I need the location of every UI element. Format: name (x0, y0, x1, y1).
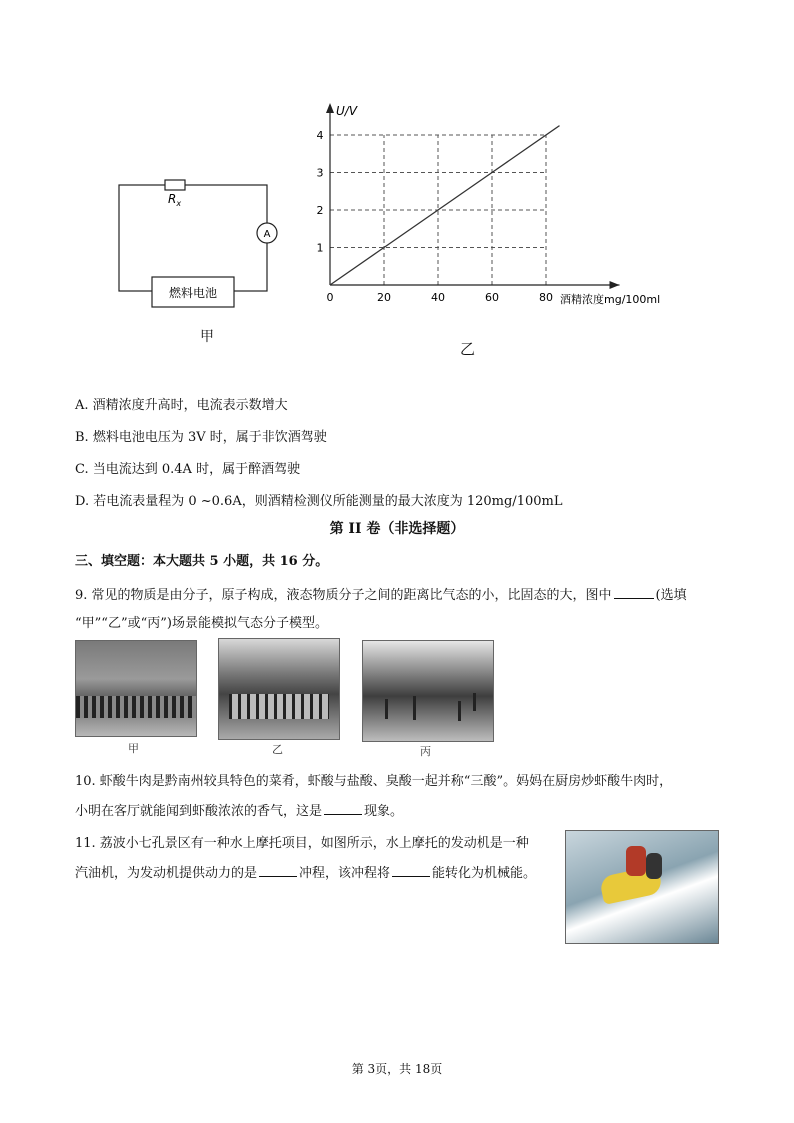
x-tick-label: 20 (377, 291, 391, 304)
series-line (330, 126, 560, 285)
y-tick-label: 3 (316, 166, 324, 180)
photo-jia-marching-band (75, 640, 197, 737)
question-11-line-1: 11. 荔波小七孔景区有一种水上摩托项目，如图所示，水上摩托的发动机是一种 (75, 836, 529, 851)
x-tick-label: 40 (431, 291, 445, 304)
q11-text-a: 汽油机，为发动机提供动力的是 (75, 866, 258, 881)
x-tick-label: 0 (326, 291, 334, 304)
circuit-wires (119, 185, 267, 291)
ammeter-label: A (263, 229, 271, 240)
q9-text-b: (选填 (655, 588, 687, 603)
x-axis-arrow (610, 281, 620, 289)
y-tick-label: 1 (316, 241, 324, 255)
option-c: C. 当电流达到 0.4A 时，属于醉酒驾驶 (75, 462, 301, 477)
q11-answer-blank-1[interactable] (259, 862, 297, 877)
question-11-line-2 (75, 862, 536, 881)
figure-yi-caption: 乙 (460, 340, 476, 358)
option-d: D. 若电流表量程为 0 ~0.6A，则酒精检测仪所能测量的最大浓度为 120mg/100mL (75, 494, 563, 509)
q10-text-a: 小明在客厅就能闻到虾酸浓浓的香气，这是 (75, 804, 323, 819)
photo-jet-ski (565, 830, 719, 944)
question-9-line-1 (75, 584, 687, 603)
voltage-concentration-chart (300, 95, 690, 320)
q11-text-b: 冲程，该冲程将 (299, 866, 391, 881)
q11-answer-blank-2[interactable] (392, 862, 430, 877)
x-tick-label: 80 (539, 291, 553, 304)
q9-answer-blank[interactable] (614, 584, 654, 599)
option-a: A. 酒精浓度升高时，电流表示数增大 (75, 398, 288, 413)
q11-text-c: 能转化为机械能。 (432, 866, 537, 881)
question-10-line-1: 10. 虾酸牛肉是黔南州较具特色的菜肴，虾酸与盐酸、臭酸一起并称“三酸”。妈妈在厨房炒虾酸牛肉时， (75, 774, 673, 789)
photo-caption-jia: 甲 (128, 742, 139, 755)
circuit-diagram (110, 175, 280, 315)
option-b: B. 燃料电池电压为 3V 时，属于非饮酒驾驶 (75, 430, 327, 445)
photo-yi-marching-band (218, 638, 340, 740)
q9-text-a: 9. 常见的物质是由分子，原子构成，液态物质分子之间的距离比气态的小，比固态的大，图中 (75, 588, 612, 603)
fuel-cell-label: 燃料电池 (168, 286, 218, 300)
photo-caption-yi: 乙 (272, 743, 283, 756)
page-footer: 第 3页，共 18页 (351, 1062, 443, 1076)
section-title: 第 II 卷（非选择题） (329, 521, 465, 537)
q10-answer-blank[interactable] (324, 800, 362, 815)
resistor-label: $R_x$ (168, 192, 182, 208)
question-9-line-2: “甲”“乙”或“丙”)场景能模拟气态分子模型。 (75, 616, 328, 631)
y-tick-label: 2 (316, 204, 324, 217)
y-axis-label: U/V (336, 104, 358, 118)
x-tick-label: 60 (485, 291, 499, 304)
y-axis-arrow (326, 103, 334, 113)
photo-bing-scattered-people (362, 640, 494, 742)
y-tick-label: 4 (316, 129, 324, 142)
resistor-rx (165, 180, 185, 190)
q10-text-b: 现象。 (364, 804, 404, 819)
photo-caption-bing: 丙 (420, 745, 431, 758)
x-axis-label: 酒精浓度mg/100ml (560, 293, 661, 306)
figure-jia-caption: 甲 (200, 329, 214, 345)
section-heading: 三、填空题：本大题共 5 小题，共 16 分。 (75, 554, 329, 569)
question-10-line-2 (75, 800, 403, 819)
